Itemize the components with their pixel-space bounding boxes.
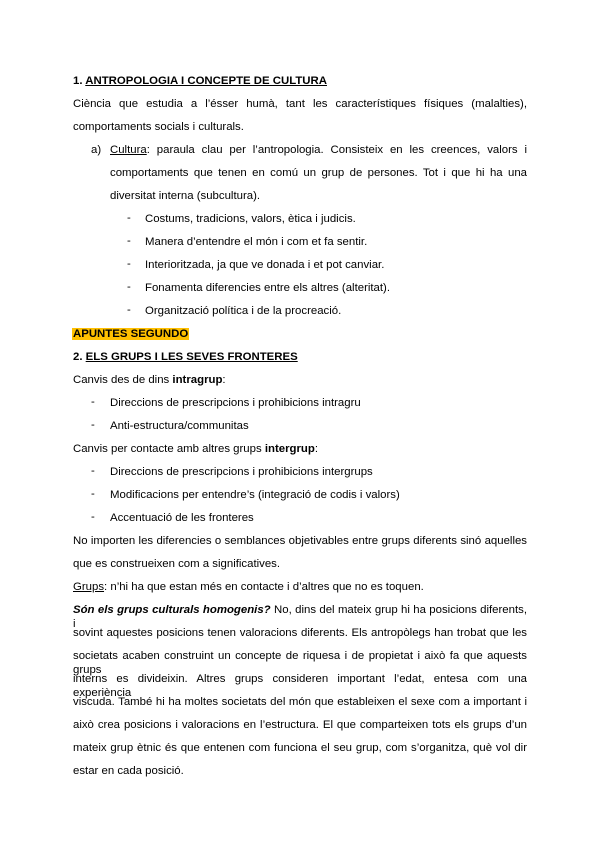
paragraph-2-line: sovint aquestes posicions tenen valoracions diferents. Els antropòlegs han trobat que les (73, 627, 527, 639)
paragraph-1-line-2: que es construeixen com a significatives. (73, 558, 281, 570)
intergrup-suffix: : (314, 443, 319, 455)
item-a-line-1 (110, 143, 527, 157)
section-2-heading (73, 350, 298, 364)
grups-rest: : n’hi ha que estan més en contacte i d’altres que no es toquen. (104, 581, 424, 593)
highlight-label (72, 327, 189, 341)
bullet-dash: - (127, 281, 131, 293)
intragrup-item: Direccions de prescripcions i prohibicions intragru (110, 397, 361, 409)
intro-line-1: Ciència que estudia a l’ésser humà, tant les característiques físiques (malalties), (73, 98, 527, 110)
intragrup-item: Anti-estructura/communitas (110, 420, 249, 432)
question-text: Són els grups culturals homogenis? (73, 604, 271, 616)
culture-bullet: Costums, tradicions, valors, ètica i judicis. (145, 213, 356, 225)
paragraph-2-line: interns es divideixin. Altres grups consideren important l’edat, entesa com una experiència (73, 673, 527, 699)
culture-bullet: Organització política i de la procreació. (145, 305, 342, 317)
bullet-dash: - (91, 396, 95, 408)
section-1-heading (73, 74, 327, 88)
grups-line (73, 580, 424, 594)
grups-term: Grups (73, 581, 105, 593)
bullet-dash: - (91, 465, 95, 477)
paragraph-2-line: viscuda. També hi ha moltes societats del món que estableixen el sexe com a important i (73, 696, 527, 708)
item-a-line-1-rest: : paraula clau per l’antropologia. Consisteix en les creences, valors i (146, 144, 527, 156)
intergrup-item: Accentuació de les fronteres (110, 512, 254, 524)
paragraph-2-line-1-rest: No, dins del mateix grup hi ha posicions diferents, i (73, 604, 527, 630)
culture-bullet: Fonamenta diferencies entre els altres (alteritat). (145, 282, 391, 294)
bullet-dash: - (127, 212, 131, 224)
highlight-text: APUNTES SEGUNDO (73, 328, 189, 340)
bullet-dash: - (91, 511, 95, 523)
intergrup-item: Direccions de prescripcions i prohibicions intergrups (110, 466, 373, 478)
bullet-dash: - (91, 488, 95, 500)
intragrup-term: intragrup (172, 374, 223, 386)
paragraph-2-line: societats acaben construint un concepte de riquesa i de propietat i això fa que aquests grups (73, 650, 527, 676)
intergrup-item: Modificacions per entendre’s (integració de codis i valors) (110, 489, 400, 501)
section-2-title: ELS GRUPS I LES SEVES FRONTERES (85, 351, 298, 363)
culture-bullet: Manera d’entendre el món i com et fa sentir. (145, 236, 368, 248)
bullet-dash: - (127, 304, 131, 316)
paragraph-2-line: mateix grup ètnic és que entenen com funciona el seu grup, com s’organitza, què vol dir (73, 742, 527, 754)
intragrup-line (73, 373, 226, 387)
intergrup-term: intergrup (264, 443, 315, 455)
paragraph-2-last-line: estar en cada posició. (73, 765, 184, 777)
section-2-number: 2. (73, 351, 83, 363)
intergrup-line (73, 442, 318, 456)
intro-line-2: comportaments socials i culturals. (73, 121, 244, 133)
intragrup-suffix: : (222, 374, 226, 386)
item-a-term: Cultura (110, 144, 147, 156)
item-a-marker: a) (91, 144, 102, 156)
intergrup-prefix: Canvis per contacte amb altres grups (73, 443, 265, 455)
paragraph-1-line-1: No importen les diferencies o semblances objetivables entre grups diferents sinó aquelles (73, 535, 527, 547)
intragrup-prefix: Canvis des de dins (73, 374, 173, 386)
section-1-title: ANTROPOLOGIA I CONCEPTE DE CULTURA (85, 75, 327, 87)
bullet-dash: - (127, 258, 131, 270)
paragraph-2-line: això crea posicions i valoracions en l’estructura. El que comparteixen tots els grups d’un (73, 719, 527, 731)
item-a-line-3: diversitat interna (subcultura). (110, 190, 261, 202)
culture-bullet: Interioritzada, ja que ve donada i et pot canviar. (145, 259, 385, 271)
section-1-number: 1. (73, 75, 83, 87)
bullet-dash: - (127, 235, 131, 247)
item-a-line-2: comportaments que tenen en comú un grup de persones. Tot i que hi ha una (110, 167, 527, 179)
bullet-dash: - (91, 419, 95, 431)
